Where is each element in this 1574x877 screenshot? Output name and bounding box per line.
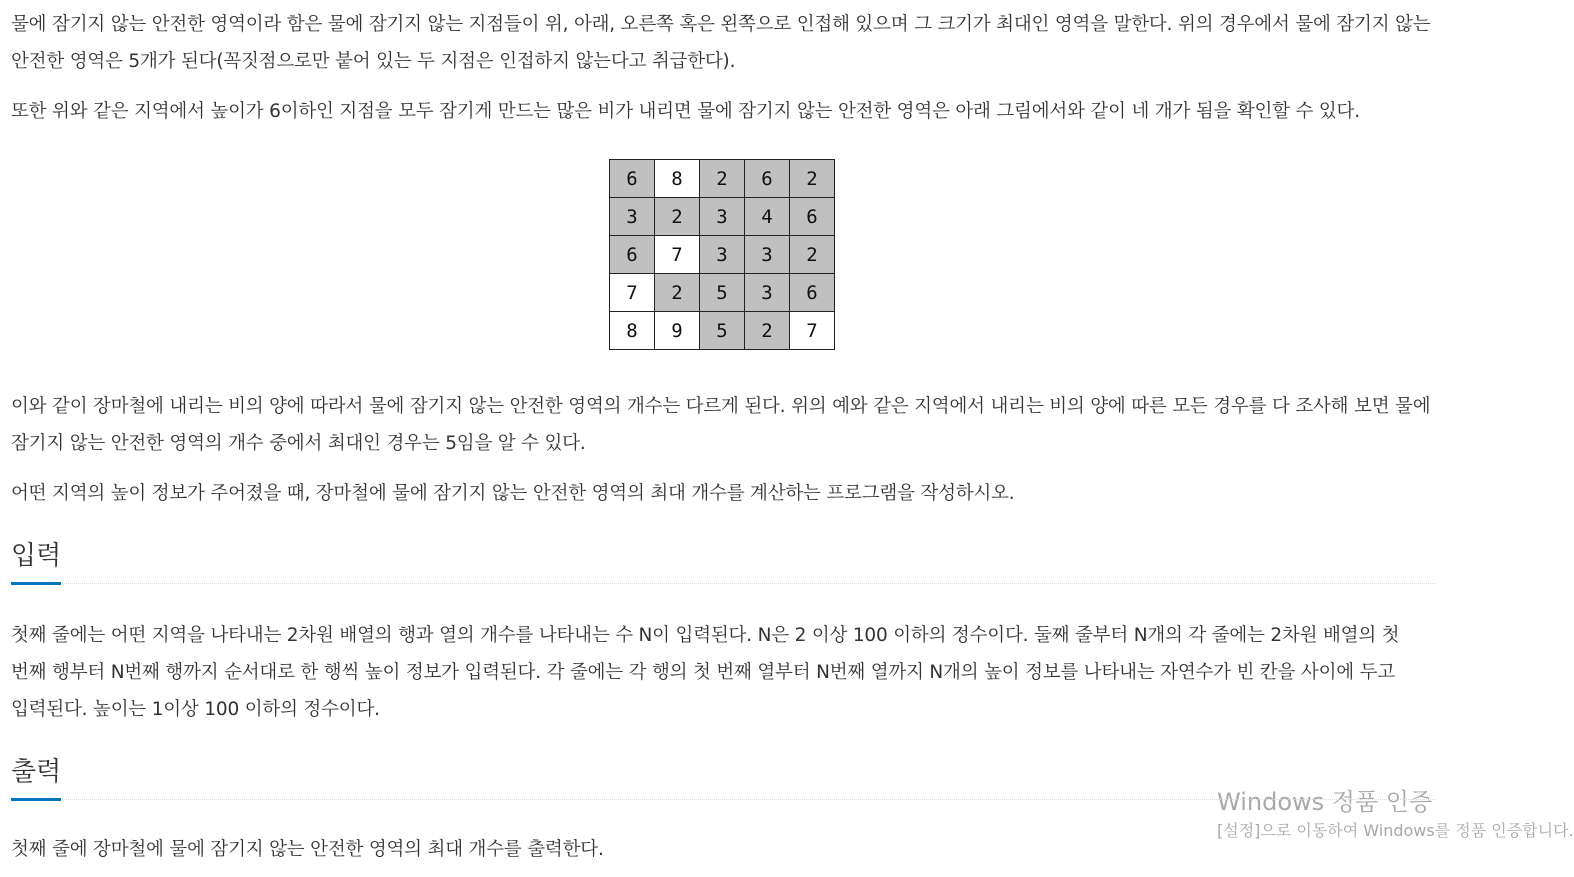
grid-cell-safe: 9 xyxy=(655,312,700,350)
description-paragraph-3: 이와 같이 장마철에 내리는 비의 양에 따라서 물에 잠기지 않는 안전한 영역의 개수는 다르게 된다. 위의 예와 같은 지역에서 내리는 비의 양에 따른 모든 경우를 다 조사해 보면 물에 잠기지 않는 안전한 영역의 개수 중에서 최대인 경우는 5임을 알 수 있다. xyxy=(11,396,1431,454)
grid-cell-flooded: 6 xyxy=(790,274,835,312)
description-paragraph-1: 물에 잠기지 않는 안전한 영역이라 함은 물에 잠기지 않는 지점들이 위, 아래, 오른쪽 혹은 왼쪽으로 인접해 있으며 그 크기가 최대인 영역을 말한다. 위의 경우에서 물에 잠기지 않는 안전한 영역은 5개가 된다(꼭짓점으로만 붙어 있는 두 지점은 인접하지 않는다고 취급한다). xyxy=(11,14,1431,72)
height-grid xyxy=(609,159,835,350)
grid-cell-flooded: 3 xyxy=(700,236,745,274)
watermark-subtitle: [설정]으로 이동하여 Windows를 정품 인증합니다. xyxy=(1217,821,1574,840)
grid-cell-safe: 8 xyxy=(655,160,700,198)
grid-row xyxy=(610,274,835,312)
grid-row xyxy=(610,160,835,198)
grid-cell-flooded: 6 xyxy=(610,160,655,198)
input-section-header xyxy=(11,538,1435,585)
grid-cell-flooded: 2 xyxy=(790,160,835,198)
output-section-body: 첫째 줄에 장마철에 물에 잠기지 않는 안전한 영역의 최대 개수를 출력한다. xyxy=(11,839,604,860)
input-section-title: 입력 xyxy=(11,538,61,585)
grid-cell-flooded: 3 xyxy=(700,198,745,236)
grid-cell-flooded: 2 xyxy=(655,198,700,236)
description-paragraph-4: 어떤 지역의 높이 정보가 주어졌을 때, 장마철에 물에 잠기지 않는 안전한 영역의 최대 개수를 계산하는 프로그램을 작성하시오. xyxy=(11,483,1015,504)
grid-cell-flooded: 4 xyxy=(745,198,790,236)
grid-cell-flooded: 3 xyxy=(745,274,790,312)
description-paragraph-2: 또한 위와 같은 지역에서 높이가 6이하인 지점을 모두 잠기게 만드는 많은 비가 내리면 물에 잠기지 않는 안전한 영역은 아래 그림에서와 같이 네 개가 됨을 확인할 수 있다. xyxy=(11,101,1360,122)
grid-row xyxy=(610,236,835,274)
grid-cell-flooded: 5 xyxy=(700,274,745,312)
grid-cell-safe: 7 xyxy=(655,236,700,274)
grid-cell-flooded: 2 xyxy=(655,274,700,312)
grid-cell-flooded: 3 xyxy=(610,198,655,236)
input-section-body: 첫째 줄에는 어떤 지역을 나타내는 2차원 배열의 행과 열의 개수를 나타내는 수 N이 입력된다. N은 2 이상 100 이하의 정수이다. 둘째 줄부터 N개의 각 줄에는 2차원 배열의 첫 번째 행부터 N번째 행까지 순서대로 한 행씩 높이 정보가 입력된다. 각 줄에는 각 행의 첫 번째 열부터 N번째 열까지 N개의 높이 정보를 나타내는 자연수가 빈 칸을 사이에 두고 입력된다. 높이는 1이상 100 이하의 정수이다. xyxy=(11,625,1400,720)
watermark-title: Windows 정품 인증 xyxy=(1217,788,1433,816)
grid-cell-flooded: 6 xyxy=(610,236,655,274)
grid-cell-flooded: 2 xyxy=(700,160,745,198)
grid-row xyxy=(610,198,835,236)
height-grid-figure xyxy=(609,159,835,350)
section-divider xyxy=(11,799,1435,800)
grid-cell-flooded: 2 xyxy=(745,312,790,350)
grid-row xyxy=(610,312,835,350)
grid-cell-safe: 7 xyxy=(610,274,655,312)
windows-activation-watermark xyxy=(1217,786,1574,844)
grid-cell-safe: 8 xyxy=(610,312,655,350)
grid-cell-flooded: 5 xyxy=(700,312,745,350)
grid-cell-safe: 7 xyxy=(790,312,835,350)
grid-cell-flooded: 3 xyxy=(745,236,790,274)
grid-cell-flooded: 2 xyxy=(790,236,835,274)
output-section-title: 출력 xyxy=(11,754,61,801)
grid-cell-flooded: 6 xyxy=(745,160,790,198)
section-divider xyxy=(11,583,1435,584)
grid-cell-flooded: 6 xyxy=(790,198,835,236)
